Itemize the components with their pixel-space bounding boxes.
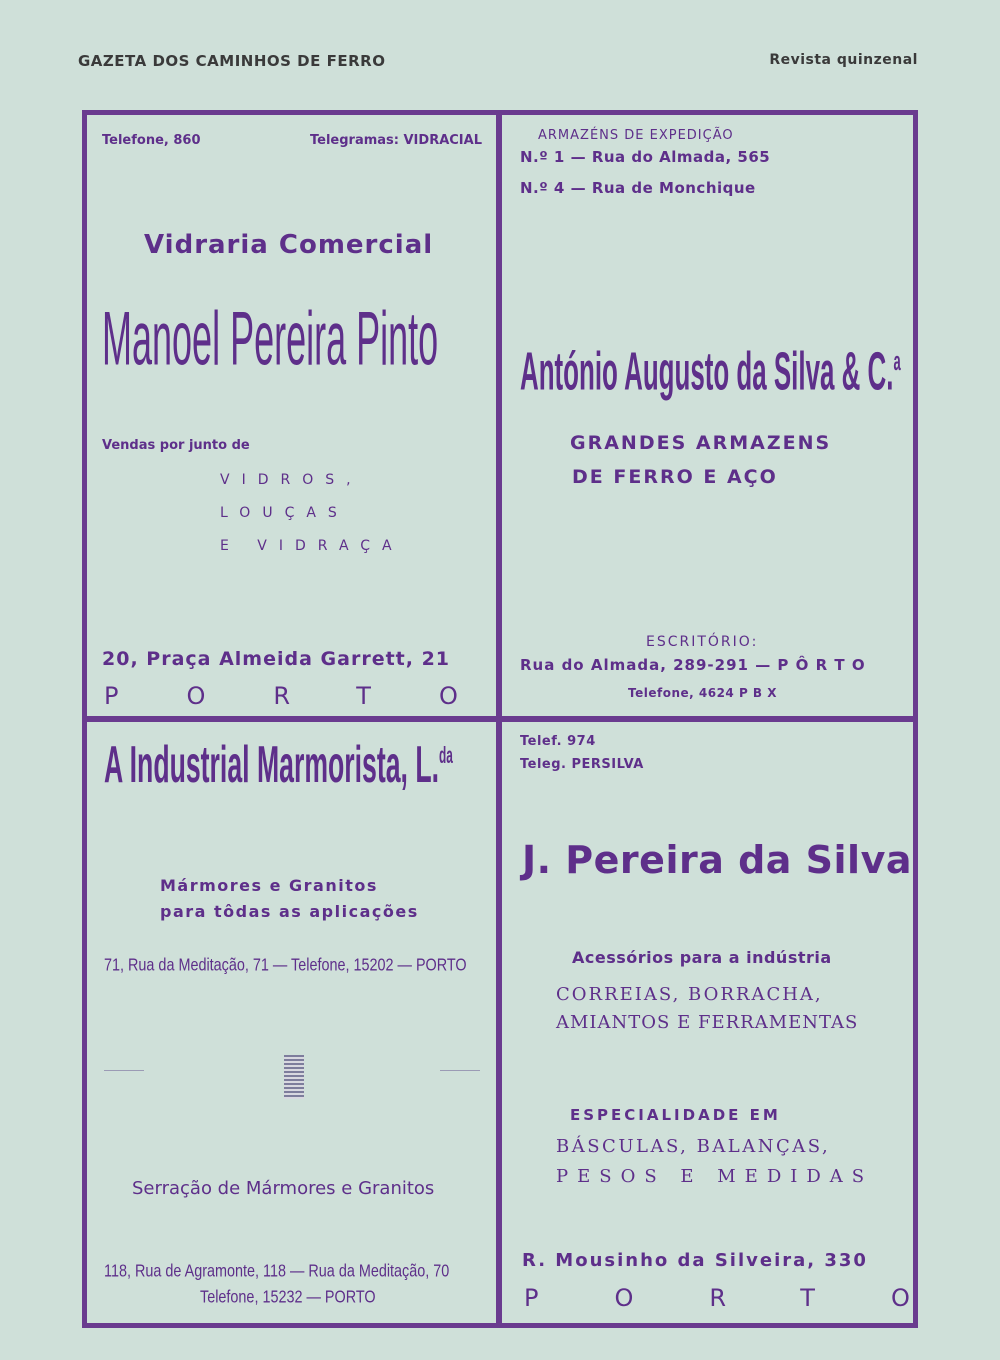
marmorista-name-text: A Industrial Marmorista, L.: [104, 734, 440, 794]
magazine-subtitle: Revista quinzenal: [769, 52, 918, 68]
especialidade-text: ESPECIALIDADE EM: [570, 1106, 781, 1124]
antonio-name-sup: a: [893, 346, 901, 376]
pereira-address: R. Mousinho da Silveira, 330: [522, 1250, 868, 1271]
manoel-name: Manoel Pereira Pinto: [102, 298, 439, 382]
amiantos-text: AMIANTOS E FERRAMENTAS: [556, 1012, 859, 1033]
antonio-name-text: António Augusto da Silva & C.: [520, 340, 894, 402]
item-vidros: VIDROS,: [220, 472, 363, 488]
basculas-text: BÁSCULAS, BALANÇAS,: [556, 1136, 831, 1157]
marmorista-address: 71, Rua da Meditação, 71 — Telefone, 15202 — PORTO: [104, 956, 467, 975]
correias-text: CORREIAS, BORRACHA,: [556, 984, 823, 1005]
vidraria-address: 20, Praça Almeida Garrett, 21: [102, 648, 451, 670]
pereira-city: PORTO: [524, 1284, 986, 1312]
marmores-line1: Mármores e Granitos: [160, 876, 378, 895]
armazem-1: N.º 1 — Rua do Almada, 565: [520, 148, 771, 166]
telegramas-text: Telegramas: VIDRACIAL: [310, 133, 482, 148]
escritorio-label: ESCRITÓRIO:: [646, 634, 759, 650]
grandes-line2: DE FERRO E AÇO: [572, 466, 778, 488]
marmorista-address2: 118, Rua de Agramonte, 118 — Rua da Meditação, 70: [104, 1262, 450, 1281]
armazens-label: ARMAZÉNS DE EXPEDIÇÃO: [538, 128, 734, 143]
vidraria-heading: Vidraria Comercial: [144, 230, 434, 260]
item-vidraca: E VIDRAÇA: [220, 538, 404, 554]
escritorio-address: Rua do Almada, 289-291 — P Ô R T O: [520, 656, 866, 674]
marmores-line2: para tôdas as aplicações: [160, 902, 419, 921]
telefone-text: Telefone, 860: [102, 133, 201, 148]
marmorista-name-sup: da: [439, 744, 453, 769]
acessorios-text: Acessórios para a indústria: [572, 948, 832, 967]
magazine-title: GAZETA DOS CAMINHOS DE FERRO: [78, 52, 386, 70]
antonio-name: [520, 340, 901, 403]
horizontal-divider: [82, 716, 918, 722]
grandes-line1: GRANDES ARMAZENS: [570, 432, 832, 454]
pereira-teleg: Teleg. PERSILVA: [520, 757, 644, 772]
armazem-4: N.º 4 — Rua de Monchique: [520, 179, 756, 197]
silva-telefone: Telefone, 4624 P B X: [628, 686, 777, 700]
marmorista-telefone: Telefone, 15232 — PORTO: [200, 1288, 376, 1307]
vidraria-city: PORTO: [104, 682, 526, 710]
decorative-tick-right: [440, 1070, 480, 1071]
item-loucas: LOUÇAS: [220, 505, 349, 521]
pereira-telef: Telef. 974: [520, 734, 596, 749]
serracao-text: Serração de Mármores e Granitos: [132, 1178, 435, 1199]
decorative-tick-left: [104, 1070, 144, 1071]
marble-block-icon: [284, 1055, 304, 1099]
marmorista-name: [104, 734, 453, 795]
pereira-name: J. Pereira da Silva: [522, 838, 912, 882]
pesos-text: PESOS E MEDIDAS: [556, 1166, 874, 1187]
vendas-text: Vendas por junto de: [102, 438, 250, 453]
